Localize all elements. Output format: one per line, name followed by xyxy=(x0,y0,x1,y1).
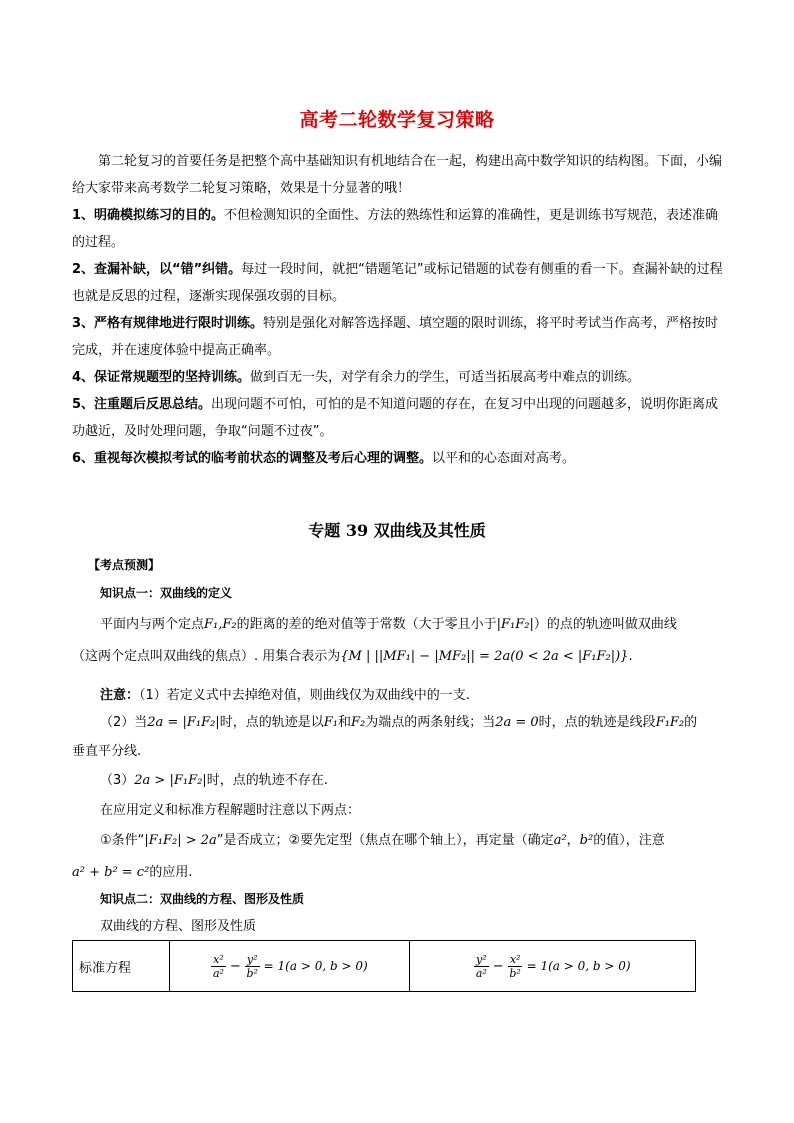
review-strategy-section xyxy=(72,148,724,472)
note-1: 注意：（1）若定义式中去掉绝对值，则曲线仅为双曲线中的一支. xyxy=(100,688,470,703)
note-3: （3）2a > |F₁F₂|时，点的轨迹不存在. xyxy=(100,773,328,788)
strategy-point-2: 2、查漏补缺，以“错”纠错。每过一段时间，就把“错题笔记”或标记错题的试卷有侧重的看一下。查漏补缺的过程也就是反思的过程，逐渐实现保强攻弱的目标。 xyxy=(72,262,723,304)
definition-line-2: （这两个定点叫双曲线的焦点）. 用集合表示为{M | ||MF₁| − |MF₂|| = 2a(0 < 2a < |F₁F₂|)}. xyxy=(72,649,633,664)
standard-equation-x: $\frac{\text{x²}}{\text{a²}}$ − $\frac{\text{y²}}{\text{b²}}$ = 1(a > 0, b > 0) xyxy=(170,941,409,992)
table-row xyxy=(73,941,696,992)
definition-set: {M | ||MF₁| − |MF₂|| = 2a(0 < 2a < |F₁F₂|)} xyxy=(340,649,629,664)
standard-equation-y: $\frac{\text{y²}}{\text{a²}}$ − $\frac{\text{x²}}{\text{b²}}$ = 1(a > 0, b > 0) xyxy=(409,941,695,992)
apply-line: 在应用定义和标准方程解题时注意以下两点： xyxy=(100,803,361,818)
condition-line-2: a² + b² = c²的应用. xyxy=(72,865,193,880)
strategy-point-6: 6、重视每次模拟考试的临考前状态的调整及考后心理的调整。以平和的心态面对高考。 xyxy=(72,451,576,466)
knowledge-point-1-title: 知识点一：双曲线的定义 xyxy=(100,586,233,600)
intro-paragraph: 第二轮复习的首要任务是把整个高中基础知识有机地结合在一起，构建出高中数学知识的结构图。下面，小编给大家带来高考数学二轮复习策略，效果是十分显著的哦！ xyxy=(72,154,723,196)
strategy-point-1: 1、明确模拟练习的目的。不但检测知识的全面性、方法的熟练性和运算的准确性，更是训练书写规范，表述准确的过程。 xyxy=(72,208,719,250)
strategy-point-5: 5、注重题后反思总结。出现问题不可怕，可怕的是不知道问题的存在，在复习中出现的问题越多，说明你距离成功越近，及时处理问题，争取“问题不过夜”。 xyxy=(72,397,719,439)
strategy-point-3: 3、严格有规律地进行限时训练。特别是强化对解答选择题、填空题的限时训练，将平时考试当作高考，严格按时完成，并在速度体验中提高正确率。 xyxy=(72,316,719,358)
knowledge-point-2-title: 知识点二：双曲线的方程、图形及性质 xyxy=(100,892,305,906)
note-2: （2）当2a = |F₁F₂|时，点的轨迹是以F₁和F₂为端点的两条射线；当2a = 0时，点的轨迹是线段F₁F₂的 xyxy=(100,715,698,730)
page-title: 高考二轮数学复习策略 xyxy=(299,109,495,131)
table-header-cell: 标准方程 xyxy=(73,941,170,992)
condition-line: ①条件“|F₁F₂| > 2a”是否成立；②要先定型（焦点在哪个轴上），再定量（确定a²，b²的值），注意 xyxy=(100,833,665,848)
note-2-cont: 垂直平分线. xyxy=(72,744,142,759)
hyperbola-properties-table xyxy=(72,940,696,992)
knowledge-point-2-subtitle: 双曲线的方程、图形及性质 xyxy=(100,919,257,934)
definition-line-1: 平面内与两个定点F₁,F₂的距离的差的绝对值等于常数（大于零且小于|F₁F₂|）的点的轨迹叫做双曲线 xyxy=(100,617,677,632)
strategy-point-4: 4、保证常规题型的坚持训练。做到百无一失，对学有余力的学生，可适当拓展高考中难点的训练。 xyxy=(72,370,641,385)
section-title: 专题 39 双曲线及其性质 xyxy=(308,521,486,540)
kaodian-label: 【考点预测】 xyxy=(88,558,161,572)
